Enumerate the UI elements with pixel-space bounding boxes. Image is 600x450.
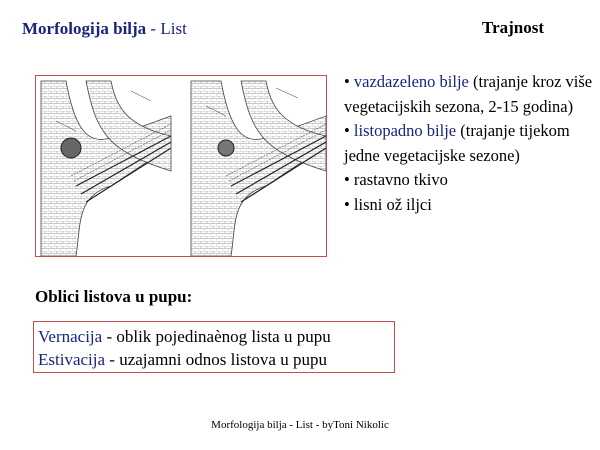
bullet-text: (trajanje kroz više vegetacijskih sezona, 2-15 godina) [344, 72, 593, 116]
title-separator: - [146, 19, 161, 38]
bullet-term: listopadno bilje [353, 121, 457, 140]
bullet-term: vazdazeleno bilje [353, 72, 469, 91]
slide-topic: Trajnost [482, 18, 545, 37]
bullet-text: (trajanje tijekom jedne vegetacijske sezone) [344, 121, 570, 165]
title-main: Morfologija bilja [22, 19, 147, 38]
definition-term: Estivacija [38, 350, 106, 369]
definition-row: Estivacija - uzajamni odnos listova u pupu [38, 350, 327, 369]
slide-title [22, 19, 187, 39]
definition-box [33, 321, 395, 373]
slide-footer: Morfologija bilja - List - byToni Nikolic [211, 419, 389, 431]
bullet-item: • vazdazeleno bilje (trajanje kroz više vegetacijskih sezona, 2-15 godina) [344, 72, 593, 116]
bullet-text: rastavno tkivo [353, 170, 448, 189]
left-panel [41, 81, 171, 256]
section-heading: Oblici listova u pupu: [35, 287, 193, 306]
definition-row: Vernacija - oblik pojedinaènog lista u pupu [38, 327, 331, 346]
right-panel [191, 81, 326, 256]
title-sub: List [160, 19, 187, 38]
bullet-item: • lisni ož iljci [344, 194, 432, 214]
definition-text: oblik pojedinaènog lista u pupu [116, 327, 331, 346]
bullet-list [344, 70, 594, 217]
abscission-illustration [36, 76, 326, 256]
bullet-text: lisni ož iljci [353, 194, 432, 214]
definition-term: Vernacija [38, 327, 103, 346]
leaf-abscission-figure [35, 75, 327, 257]
bullet-item: • listopadno bilje (trajanje tijekom jedne vegetacijske sezone) [344, 121, 570, 165]
bullet-item: • rastavno tkivo [344, 170, 448, 189]
definition-text: uzajamni odnos listova u pupu [119, 350, 327, 369]
